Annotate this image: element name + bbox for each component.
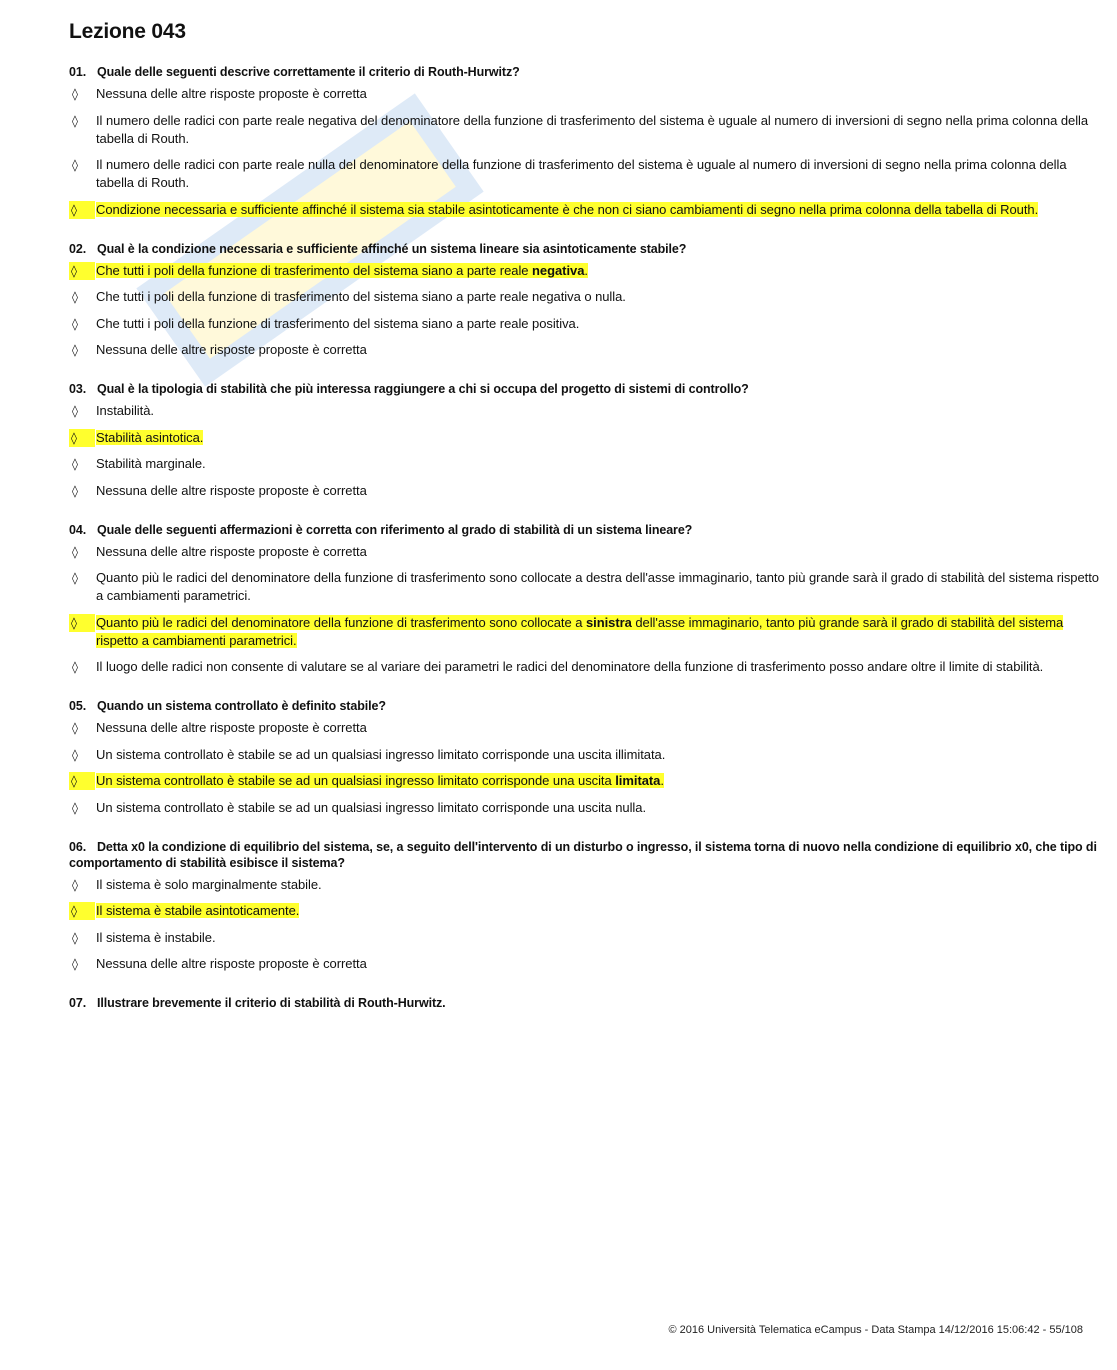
question-text: Illustrare brevemente il criterio di stabilità di Routh-Hurwitz. <box>97 996 446 1010</box>
question-number: 05. <box>69 699 87 713</box>
option-text: Nessuna delle altre risposte proposte è corretta <box>96 956 367 971</box>
question-number: 04. <box>69 522 87 537</box>
answer-option <box>69 658 1101 676</box>
diamond-bullet-icon: ◊ <box>72 404 78 418</box>
answer-option <box>69 719 1101 737</box>
diamond-bullet-icon: ◊ <box>72 544 78 559</box>
answer-option <box>69 315 1101 333</box>
print-footer: © 2016 Università Telematica eCampus - Data Stampa 14/12/2016 15:06:42 - 55/108 <box>668 1324 1083 1336</box>
question-number: 01. <box>69 65 87 79</box>
option-text: Instabilità. <box>96 403 154 418</box>
option-text: Stabilità marginale. <box>96 456 206 471</box>
answer-option-correct <box>69 902 1101 920</box>
answer-option <box>69 569 1101 605</box>
option-text: Un sistema controllato è stabile se ad un qualsiasi ingresso limitato corrisponde una uscita limitata. <box>96 773 664 788</box>
question <box>69 64 1101 219</box>
diamond-bullet-icon: ◊ <box>72 877 78 892</box>
question-list <box>69 64 1101 1033</box>
option-text: Nessuna delle altre risposte proposte è corretta <box>96 720 367 735</box>
option-text: Il sistema è stabile asintoticamente. <box>96 903 300 918</box>
question-number: 06. <box>69 839 87 854</box>
question-heading <box>69 698 1101 714</box>
diamond-bullet-icon: ◊ <box>69 262 95 280</box>
answer-option <box>69 402 1101 420</box>
diamond-bullet-icon: ◊ <box>72 158 78 172</box>
diamond-bullet-icon: ◊ <box>72 343 78 357</box>
question-heading <box>69 241 1101 257</box>
diamond-bullet-icon: ◊ <box>69 772 95 790</box>
answer-option <box>69 929 1101 947</box>
diamond-bullet-icon: ◊ <box>72 316 78 331</box>
question <box>69 381 1101 500</box>
option-text: Il sistema è instabile. <box>96 929 216 945</box>
answer-option <box>69 455 1101 473</box>
answer-option <box>69 876 1101 894</box>
question <box>69 522 1101 677</box>
diamond-bullet-icon: ◊ <box>72 483 78 498</box>
answer-option <box>69 156 1101 192</box>
diamond-bullet-icon: ◊ <box>72 721 78 735</box>
option-text: Nessuna delle altre risposte proposte è corretta <box>96 482 367 498</box>
option-text: Quanto più le radici del denominatore della funzione di trasferimento sono collocate a sinistra dell'asse immaginario, tanto più grande sarà il grado di stabilità del sistema rispetto a cambiamenti parametrici. <box>96 614 1064 648</box>
answer-option <box>69 112 1101 148</box>
option-text: Nessuna delle altre risposte proposte è corretta <box>96 543 367 559</box>
answer-option <box>69 482 1101 500</box>
diamond-bullet-icon: ◊ <box>69 429 95 447</box>
diamond-bullet-icon: ◊ <box>72 800 78 815</box>
diamond-bullet-icon: ◊ <box>72 457 78 471</box>
question-number: 02. <box>69 241 87 256</box>
question-heading <box>69 995 1101 1011</box>
answer-option-correct <box>69 262 1101 280</box>
question <box>69 241 1101 360</box>
diamond-bullet-icon: ◊ <box>72 87 78 101</box>
option-text: Il numero delle radici con parte reale negativa del denominatore della funzione di trasferimento del sistema è uguale al numero di inversioni di segno nella prima colonna della tabella di Routh. <box>96 112 1089 146</box>
question <box>69 698 1101 817</box>
question-number: 07. <box>69 996 87 1010</box>
option-text: Condizione necessaria e sufficiente affinché il sistema sia stabile asintoticamente è che non ci siano cambiamenti di segno nella prima colonna della tabella di Routh. <box>96 201 1039 217</box>
diamond-bullet-icon: ◊ <box>69 201 95 219</box>
answer-option-correct <box>69 201 1101 219</box>
question-text: Quale delle seguenti affermazioni è corretta con riferimento al grado di stabilità di un sistema lineare? <box>97 522 693 537</box>
diamond-bullet-icon: ◊ <box>69 902 95 920</box>
question-text: Quando un sistema controllato è definito stabile? <box>97 699 386 713</box>
diamond-bullet-icon: ◊ <box>72 930 78 945</box>
option-text: Un sistema controllato è stabile se ad un qualsiasi ingresso limitato corrisponde una uscita illimitata. <box>96 746 666 762</box>
option-text: Il luogo delle radici non consente di valutare se al variare dei parametri le radici del denominatore della funzione di trasferimento posso andare oltre il limite di stabilità. <box>96 659 1044 674</box>
option-text: Quanto più le radici del denominatore della funzione di trasferimento sono collocate a destra dell'asse immaginario, tanto più grande sarà il grado di stabilità del sistema rispetto a cambiamenti parametrici. <box>96 570 1099 603</box>
diamond-bullet-icon: ◊ <box>72 571 78 585</box>
question-text: Qual è la condizione necessaria e sufficiente affinché un sistema lineare sia asintoticamente stabile? <box>97 241 687 256</box>
diamond-bullet-icon: ◊ <box>72 957 78 971</box>
option-text: Nessuna delle altre risposte proposte è corretta <box>96 342 367 357</box>
diamond-bullet-icon: ◊ <box>72 113 78 128</box>
question-heading <box>69 381 1101 397</box>
question-text: Qual è la tipologia di stabilità che più interessa raggiungere a chi si occupa del progetto di sistemi di controllo? <box>97 382 749 396</box>
question-number: 03. <box>69 382 87 396</box>
option-text: Il sistema è solo marginalmente stabile. <box>96 876 322 892</box>
lesson-title: Lezione 043 <box>69 20 186 43</box>
answer-option <box>69 955 1101 973</box>
question-text: Detta x0 la condizione di equilibrio del sistema, se, a seguito dell'intervento di un disturbo o ingresso, il sistema torna di nuovo nella condizione di equilibrio x0, che tipo di comportamento di stabilità esibisce il sistema? <box>69 839 1097 870</box>
option-text: Che tutti i poli della funzione di trasferimento del sistema siano a parte reale negativa o nulla. <box>96 289 626 304</box>
option-text: Stabilità asintotica. <box>96 429 204 445</box>
question-heading <box>69 522 1101 538</box>
answer-option <box>69 341 1101 359</box>
question-heading <box>69 64 1101 80</box>
answer-option-correct <box>69 429 1101 447</box>
question <box>69 839 1101 974</box>
answer-option <box>69 746 1101 764</box>
question <box>69 995 1101 1011</box>
option-text: Il numero delle radici con parte reale nulla del denominatore della funzione di trasferimento del sistema è uguale al numero di inversioni di segno nella prima colonna della tabella di Routh. <box>96 157 1067 190</box>
answer-option <box>69 799 1101 817</box>
diamond-bullet-icon: ◊ <box>72 747 78 762</box>
option-text: Che tutti i poli della funzione di trasferimento del sistema siano a parte reale negativa. <box>96 262 588 278</box>
diamond-bullet-icon: ◊ <box>72 290 78 304</box>
question-heading <box>69 839 1101 871</box>
answer-option <box>69 288 1101 306</box>
question-text: Quale delle seguenti descrive correttamente il criterio di Routh-Hurwitz? <box>97 65 520 79</box>
option-text: Che tutti i poli della funzione di trasferimento del sistema siano a parte reale positiva. <box>96 315 580 331</box>
option-text: Nessuna delle altre risposte proposte è corretta <box>96 86 367 101</box>
diamond-bullet-icon: ◊ <box>69 614 95 632</box>
answer-option-correct <box>69 614 1101 650</box>
diamond-bullet-icon: ◊ <box>72 660 78 674</box>
option-text: Un sistema controllato è stabile se ad un qualsiasi ingresso limitato corrisponde una uscita nulla. <box>96 799 647 815</box>
answer-option <box>69 85 1101 103</box>
answer-option <box>69 543 1101 561</box>
answer-option-correct <box>69 772 1101 790</box>
